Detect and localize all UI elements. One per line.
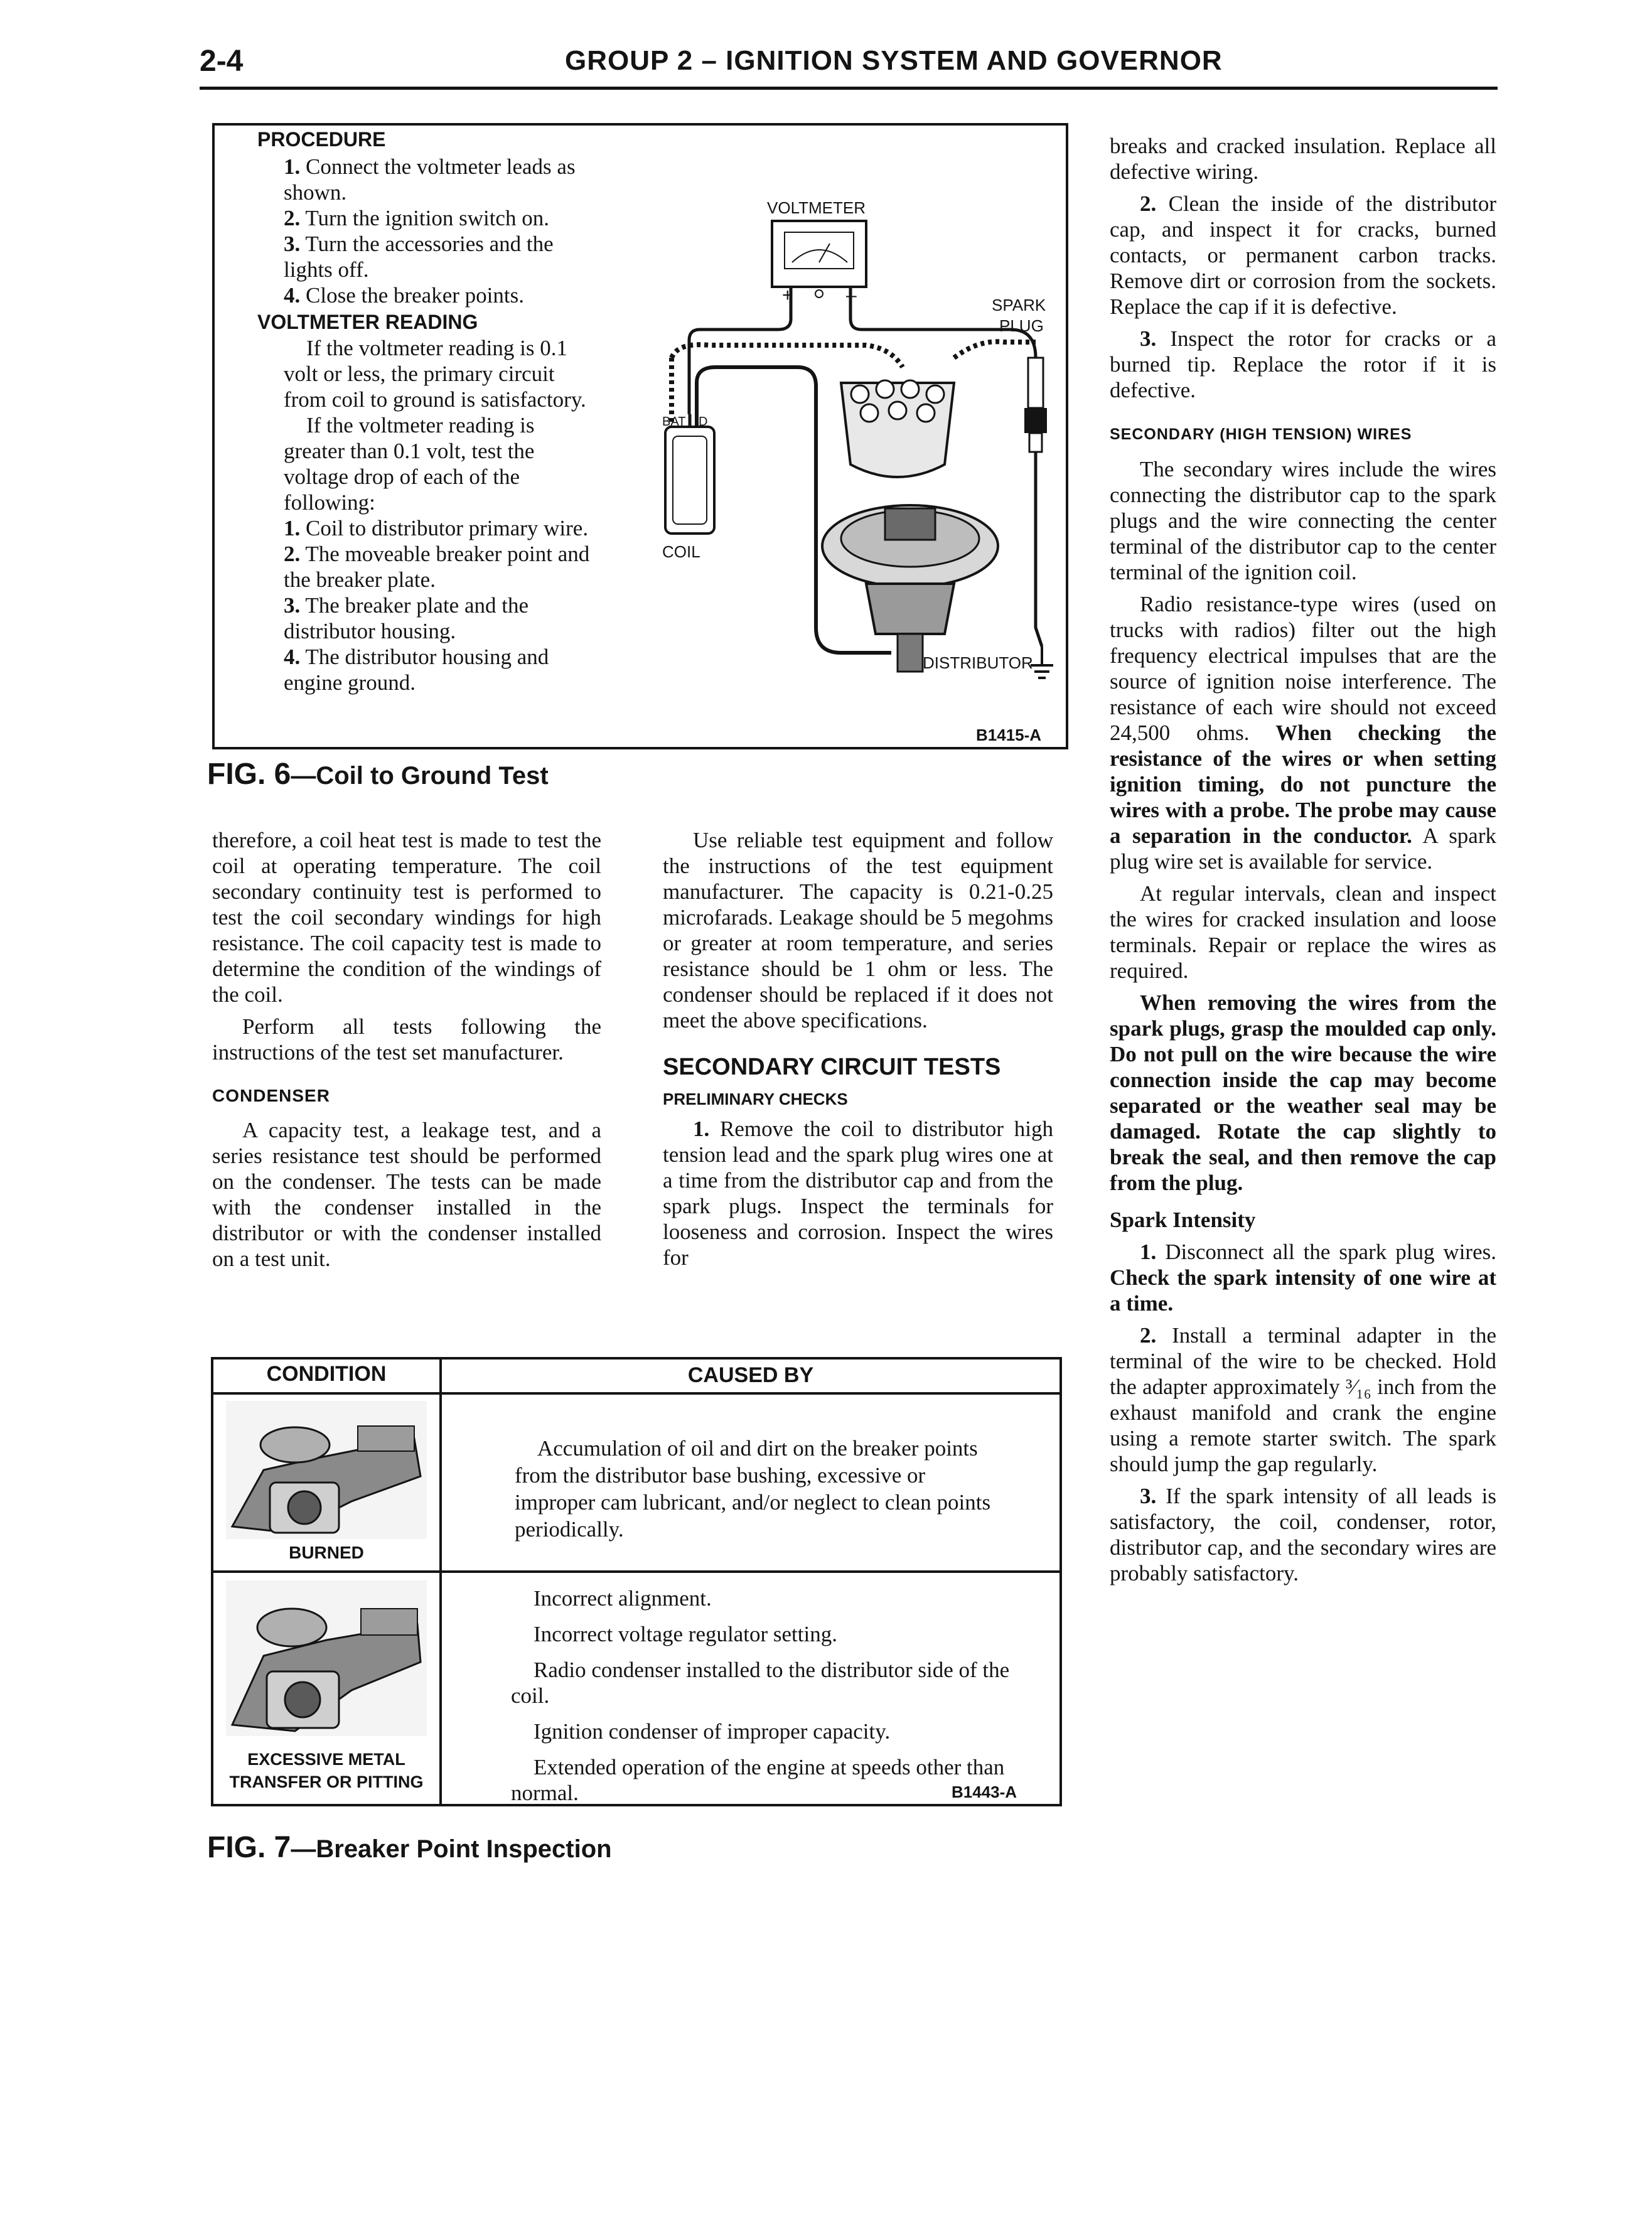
procedure-step: 4. Close the breaker points. — [284, 283, 524, 308]
paragraph: 2. Install a terminal adapter in the terminal of the wire to be checked. Hold the adapter approximately ³⁄₁₆ inch from the exhaust manifold and crank the engine using a remote starter switch. The spark should jump the gap regularly. — [1110, 1323, 1496, 1476]
secondary-wires-heading: SECONDARY (HIGH TENSION) WIRES — [1110, 426, 1412, 443]
fig7-ref: B1443-A — [952, 1783, 1017, 1801]
coil-label: COIL — [662, 542, 700, 561]
distributor-label: DISTRIBUTOR — [923, 653, 1033, 672]
fig7-caption: FIG. 7—Breaker Point Inspection — [207, 1831, 612, 1864]
fig7-table — [211, 1357, 1062, 1806]
paragraph: Radio resistance-type wires (used on trucks with radios) filter out the high frequency electrical impulses that are the source of ignition noise interference. The resistance of each wire should not exceed 24,500 ohms. When checking the resistance of the wires or when setting ignition timing, do not puncture the wires with a probe. The probe may cause a separation in the conductor. A spark plug wire set is available for service. — [1110, 592, 1496, 874]
voltmeter-reading-title: VOLTMETER READING — [257, 311, 478, 333]
page-number: 2-4 — [200, 45, 244, 78]
paragraph: Use reliable test equipment and follow the instructions of the test equipment manufacturer. The capacity is 0.21-0.25 microfarads. Leakage should be 5 megohms or greater at room temperature, and series resistance should be 1 ohm or less. The condenser should be replaced if it does not meet the above specifications. — [663, 828, 1053, 1032]
pitting-label-1: EXCESSIVE METAL — [247, 1750, 405, 1769]
reading-step: 3. The breaker plate and the distributor housing. — [284, 593, 529, 643]
reading-step: 2. The moveable breaker point and the breaker plate. — [284, 542, 590, 592]
reading-paragraph: If the voltmeter reading is 0.1 volt or less, the primary circuit from coil to ground is satisfactory. — [284, 336, 586, 412]
paragraph: therefore, a coil heat test is made to test the coil at operating temperature. The coil secondary continuity test is performed to test the coil secondary windings for high resistance. The coil capacity test is made to determine the condition of the windings of the coil. — [212, 828, 601, 1007]
burned-causes: Accumulation of oil and dirt on the breaker points from the distributor base bushing, excessive or improper cam lubricant, and/or neglect to clean points periodically. — [515, 1436, 991, 1542]
paragraph: A capacity test, a leakage test, and a series resistance test should be performed on the condenser. The tests can be made with the condenser installed in the distributor or with the condenser installed on a test unit. — [212, 1118, 601, 1271]
caused-by-column-header: CAUSED BY — [687, 1363, 814, 1387]
procedure-step: 3. Turn the accessories and the lights off. — [284, 232, 554, 282]
paragraph: 2. Clean the inside of the distributor cap, and inspect it for cracks, burned contacts, or permanent carbon tracks. Remove dirt or corrosion from the sockets. Replace the cap if it is defective. — [1110, 191, 1497, 319]
preliminary-checks-heading: PRELIMINARY CHECKS — [663, 1090, 848, 1108]
coil-dist-label: D — [699, 415, 708, 429]
cause-item: Radio condenser installed to the distributor side of the coil. — [511, 1658, 1010, 1708]
distributor-body-icon — [822, 505, 998, 672]
cause-item: Incorrect alignment. — [534, 1586, 712, 1611]
reading-paragraph: If the voltmeter reading is greater than 0.1 volt, test the voltage drop of each of the following: — [284, 413, 535, 515]
spark-plug-label-1: SPARK — [992, 296, 1046, 314]
paragraph: breaks and cracked insulation. Replace all defective wiring. — [1110, 134, 1496, 184]
spark-intensity-heading: Spark Intensity — [1110, 1208, 1256, 1232]
paragraph: 1. Remove the coil to distributor high tension lead and the spark plug wires one at a time from the distributor cap and from the spark plugs. Inspect the terminals for looseness and corrosion. Inspect the wires for — [663, 1117, 1053, 1270]
pitting-causes — [511, 1585, 1013, 1806]
ground-icon — [1031, 646, 1053, 678]
spark-plug-icon — [1024, 358, 1047, 452]
distributor-cap-icon — [841, 380, 954, 477]
secondary-circuit-heading: SECONDARY CIRCUIT TESTS — [663, 1054, 1001, 1080]
table-row-rule — [213, 1570, 1059, 1573]
burned-points-photo — [226, 1401, 427, 1539]
warning-paragraph: When removing the wires from the spark plugs, grasp the moulded cap only. Do not pull on the wire because the wire connection inside the cap may become separated or the weather seal may be damaged. Rotate the cap slightly to break the seal, and then remove the cap from the plug. — [1110, 990, 1496, 1195]
pitting-label-2: TRANSFER OR PITTING — [229, 1773, 424, 1791]
fig6-procedure-text — [257, 127, 599, 695]
paragraph: 3. If the spark intensity of all leads is satisfactory, the coil, condenser, rotor, distributor cap, and the secondary wires are probably satisfactory. — [1110, 1484, 1496, 1585]
reading-step: 1. Coil to distributor primary wire. — [284, 516, 589, 540]
pitting-points-photo — [226, 1580, 427, 1736]
paragraph: Perform all tests following the instructions of the test set manufacturer. — [212, 1014, 601, 1065]
procedure-step: 2. Turn the ignition switch on. — [284, 206, 549, 230]
condenser-heading: CONDENSER — [212, 1086, 330, 1105]
procedure-title: PROCEDURE — [257, 128, 386, 151]
page-header-title: GROUP 2 – IGNITION SYSTEM AND GOVERNOR — [565, 45, 1223, 76]
paragraph: 3. Inspect the rotor for cracks or a burned tip. Replace the rotor if it is defective. — [1110, 326, 1497, 402]
burned-label: BURNED — [289, 1543, 364, 1562]
fig6-ref: B1415-A — [976, 726, 1042, 744]
procedure-step: 1. Connect the voltmeter leads as shown. — [284, 154, 576, 205]
table-col-divider — [439, 1360, 442, 1804]
cause-item: Incorrect voltage regulator setting. — [534, 1622, 837, 1646]
coil-ground-test-diagram — [628, 151, 1061, 753]
paragraph: At regular intervals, clean and inspect the wires for cracked insulation and loose terminals. Repair or replace the wires as required. — [1110, 881, 1496, 983]
condition-column-header: CONDITION — [266, 1362, 387, 1386]
column-2-text — [663, 827, 1053, 1277]
voltmeter-label: VOLTMETER — [767, 198, 866, 217]
cause-item: Extended operation of the engine at speeds other than normal. — [511, 1755, 1005, 1805]
table-header-rule — [213, 1392, 1059, 1395]
header-rule — [200, 87, 1498, 90]
column-3-text — [1110, 133, 1496, 1592]
fig6-caption: FIG. 6—Coil to Ground Test — [207, 758, 549, 791]
voltmeter-plus: + — [782, 285, 793, 306]
spark-plug-label-2: PLUG — [999, 316, 1044, 335]
column-1-text — [212, 827, 601, 1278]
reading-step: 4. The distributor housing and engine ground. — [284, 645, 549, 695]
coil-bat-label: BAT — [662, 415, 686, 429]
voltmeter-minus: – — [846, 285, 857, 306]
paragraph: 1. Disconnect all the spark plug wires. Check the spark intensity of one wire at a time. — [1110, 1240, 1496, 1316]
paragraph: The secondary wires include the wires connecting the distributor cap to the spark plugs and the wire connecting the center terminal of the distributor cap to the center terminal of the ignition coil. — [1110, 457, 1496, 584]
coil-icon — [665, 414, 714, 534]
cause-item: Ignition condenser of improper capacity. — [534, 1719, 891, 1744]
